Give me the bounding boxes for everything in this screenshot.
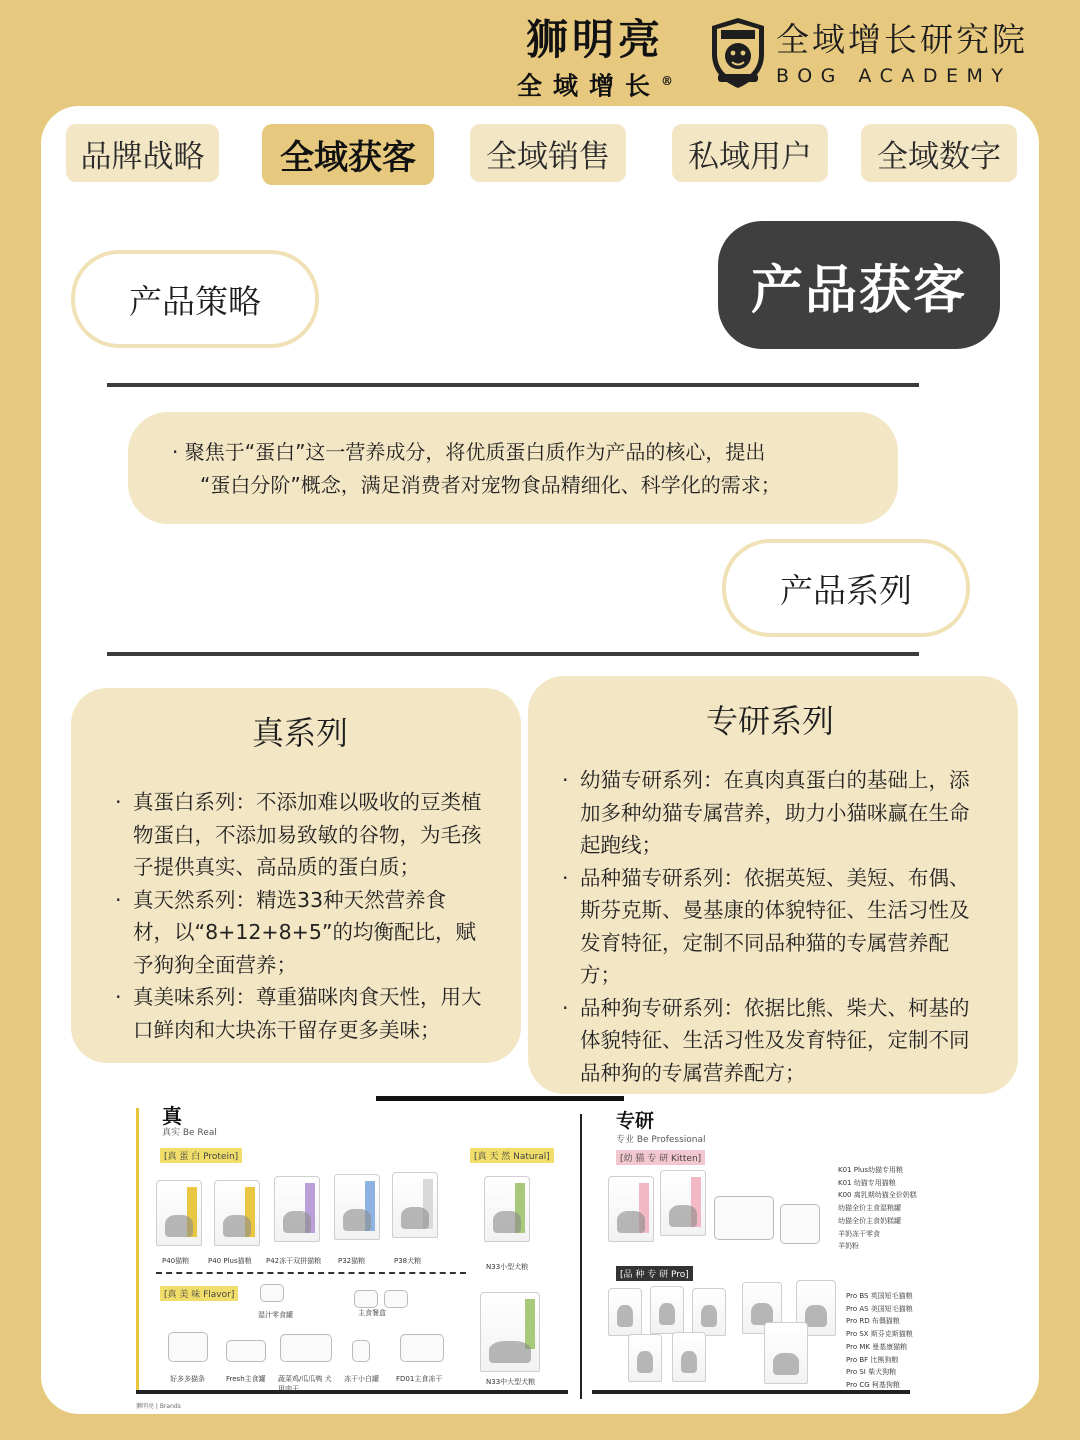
product-caption: 冻干小白罐 [344,1375,379,1383]
list-item: · 品种狗专研系列：依据比熊、柴犬、柯基的体貌特征、生活习性及发育特征，定制不同品种狗的专属营养配方； [562,992,978,1090]
product-caption: P38犬粮 [394,1257,422,1265]
product-caption: 主食餐盒 [358,1309,386,1317]
list-item: · 真蛋白系列：不添加难以吸收的豆类植物蛋白，不添加易致敏的谷物，为毛孩子提供真实、高品质的蛋白质； [115,786,485,884]
product-caption: N33中大型犬粮 [486,1378,536,1386]
tag-kitten: [幼 猫 专 研 Kitten] [616,1150,705,1165]
page-title: 产品获客 [718,221,1000,349]
product-bag [334,1174,380,1240]
product-can [226,1340,266,1362]
product-bag [764,1322,808,1384]
content-card [41,106,1039,1414]
strip-accent-line [136,1108,139,1393]
summary-line: “蛋白分阶”概念，满足消费者对宠物食品精细化、科学化的需求； [200,473,781,497]
product-box [714,1196,774,1240]
tab-omni-acquisition[interactable]: 全域获客 [262,124,434,185]
product-caption: 蔬菜鸡/瓜瓜鸭 犬用肉干 [278,1375,332,1393]
product-bag [672,1332,706,1382]
product-caption: 好多多猫条 [170,1375,205,1383]
product-can [168,1332,208,1362]
pro-series-title: 专研系列 [705,702,834,740]
academy-name-en: BOG ACADEMY [776,65,1012,87]
product-bag [484,1176,530,1242]
strip-base-line [136,1390,568,1394]
product-can [400,1334,444,1362]
list-item: · 真天然系列：精选33种天然营养食材，以“8+12+8+5”的均衡配比，赋予狗狗全面营养； [115,884,485,982]
summary-box [128,412,898,524]
product-caption: P32猫粮 [338,1257,366,1265]
tag-natural: [真 天 然 Natural] [470,1148,554,1163]
tab-omni-sales[interactable]: 全域销售 [470,124,626,182]
kitten-product-list: K01 Plus幼猫专用粮 K01 幼猫专用猫粮 K00 离乳期幼猫全价奶糕 幼猫全价主食湿粮罐 幼猫全价主食奶糕罐 羊奶冻干零食 羊奶粉 [838,1166,917,1251]
strip-footnote: 狮明亮 | Brands [136,1403,181,1410]
product-bag [628,1334,662,1382]
tag-breed: [品 种 专 研 Pro] [616,1266,693,1281]
product-bag [608,1288,642,1336]
product-caption: P40 Plus猫粮 [208,1257,252,1265]
real-series-panel [71,688,521,1063]
brand-logo [505,14,685,104]
product-bag [650,1286,684,1334]
real-series-title: 真系列 [251,714,348,752]
product-can [354,1290,378,1308]
product-lineup-image [108,1096,928,1411]
academy-logo [776,18,1046,90]
tab-brand-strategy[interactable]: 品牌战略 [66,124,219,182]
academy-name-cn: 全域增长研究院 [776,20,1028,59]
strip-pro-title: 专研 [616,1110,655,1132]
product-bag [392,1172,438,1238]
academy-crest-icon [708,16,768,90]
product-can [352,1340,370,1362]
strip-divider [580,1114,582,1399]
product-can [260,1284,284,1302]
product-bag [156,1180,202,1246]
product-bag [608,1176,654,1242]
strip-real-subtitle: 真实 Be Real [162,1128,217,1138]
tag-protein: [真 蛋 白 Protein] [160,1148,242,1163]
breed-product-list: Pro BS 英国短毛猫粮 Pro AS 美国短毛猫粮 Pro RD 布偶猫粮 Pro SX 斯芬克斯猫粮 Pro MK 曼基康猫粮 Pro BF 比熊狗粮 Pro SI 柴犬狗粮 Pro CG 柯基狗粮 [846,1292,913,1389]
tab-private-users[interactable]: 私域用户 [672,124,828,182]
tag-flavor: [真 美 味 Flavor] [160,1286,238,1301]
product-can [384,1290,408,1308]
product-caption: N33小型犬粮 [486,1263,529,1271]
registered-mark: ® [661,74,673,88]
product-bag [274,1176,320,1242]
product-caption: FD01主食冻干 [396,1375,443,1383]
product-caption: 湿汁零食罐 [258,1311,293,1319]
real-series-list [115,786,485,1046]
product-bag [480,1292,540,1372]
product-bag [214,1180,260,1246]
product-caption: Fresh主食罐 [226,1375,266,1383]
summary-line: · 聚焦于“蛋白”这一营养成分，将优质蛋白质作为产品的核心，提出 [172,440,766,464]
pro-series-panel [528,676,1018,1094]
strip-dashed-divider [156,1272,466,1274]
tab-omni-digital[interactable]: 全域数字 [861,124,1017,182]
divider-middle [107,652,919,656]
strip-top-bar [376,1096,624,1101]
product-can [280,1334,332,1362]
list-item: · 品种猫专研系列：依据英短、美短、布偶、斯芬克斯、曼基康的体貌特征、生活习性及发育特征，定制不同品种猫的专属营养配方； [562,862,978,992]
strip-real-title: 真 [162,1104,182,1128]
brand-name: 狮明亮 [525,15,664,64]
list-item: · 真美味系列：尊重猫咪肉食天性，用大口鲜肉和大块冻干留存更多美味； [115,981,485,1046]
product-strategy-pill: 产品策略 [71,250,319,348]
strip-pro-subtitle: 专业 Be Professional [616,1135,706,1145]
product-bag [692,1288,726,1336]
product-bag [660,1170,706,1236]
product-caption: P40猫粮 [162,1257,190,1265]
product-series-pill: 产品系列 [722,539,970,637]
list-item: · 幼猫专研系列：在真肉真蛋白的基础上，添加多种幼猫专属营养，助力小猫咪赢在生命起跑线； [562,764,978,862]
divider-top [107,383,919,387]
product-can [780,1204,820,1244]
brand-subtitle: 全域增长® [516,71,673,101]
pro-series-list [562,764,978,1089]
product-caption: P42冻干双拼猫粮 [266,1257,322,1265]
